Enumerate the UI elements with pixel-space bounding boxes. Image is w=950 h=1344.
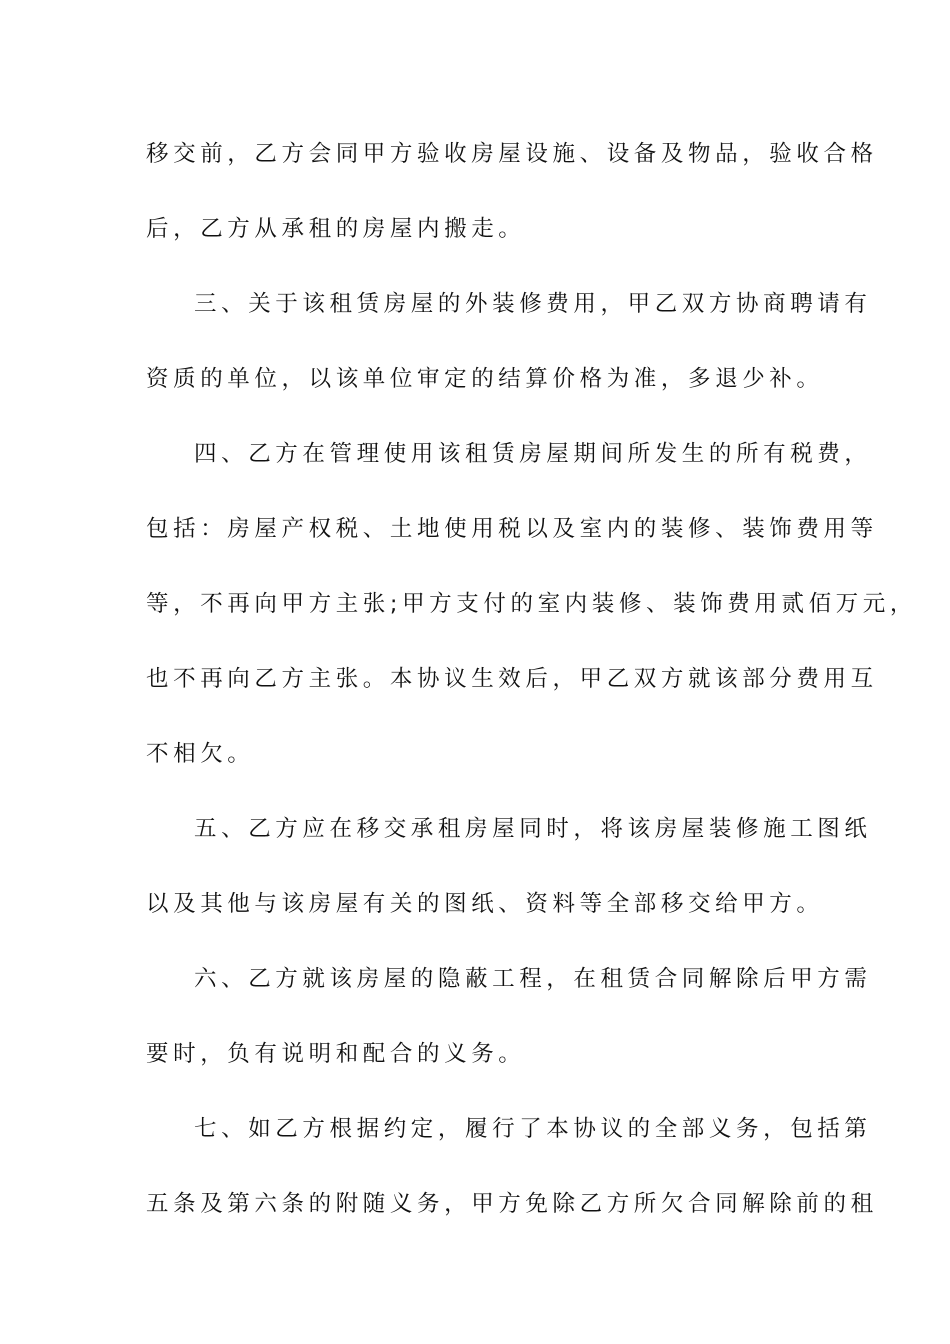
paragraph-line: 七、如乙方根据约定，履行了本协议的全部义务，包括第 <box>194 1116 872 1142</box>
paragraph-line: 六、乙方就该房屋的隐蔽工程，在租赁合同解除后甲方需 <box>194 966 872 992</box>
paragraph-line: 后，乙方从承租的房屋内搬走。 <box>146 216 526 242</box>
paragraph-line: 以及其他与该房屋有关的图纸、资料等全部移交给甲方。 <box>146 891 824 917</box>
paragraph-line: 要时，负有说明和配合的义务。 <box>146 1041 526 1067</box>
paragraph-line: 五条及第六条的附随义务，甲方免除乙方所欠合同解除前的租 <box>146 1191 878 1217</box>
paragraph-line: 不相欠。 <box>146 741 255 767</box>
paragraph-line: 三、关于该租赁房屋的外装修费用，甲乙双方协商聘请有 <box>194 291 872 317</box>
paragraph-line: 四、乙方在管理使用该租赁房屋期间所发生的所有税费， <box>194 441 872 467</box>
paragraph-line: 等，不再向甲方主张;甲方支付的室内装修、装饰费用贰佰万元， <box>146 591 917 617</box>
paragraph-line: 五、乙方应在移交承租房屋同时，将该房屋装修施工图纸 <box>194 816 872 842</box>
paragraph-line: 也不再向乙方主张。本协议生效后，甲乙双方就该部分费用互 <box>146 666 878 692</box>
paragraph-line: 资质的单位，以该单位审定的结算价格为准，多退少补。 <box>146 366 824 392</box>
paragraph-line: 移交前，乙方会同甲方验收房屋设施、设备及物品，验收合格 <box>146 141 878 167</box>
paragraph-line: 包括：房屋产权税、土地使用税以及室内的装修、装饰费用等 <box>146 516 878 542</box>
